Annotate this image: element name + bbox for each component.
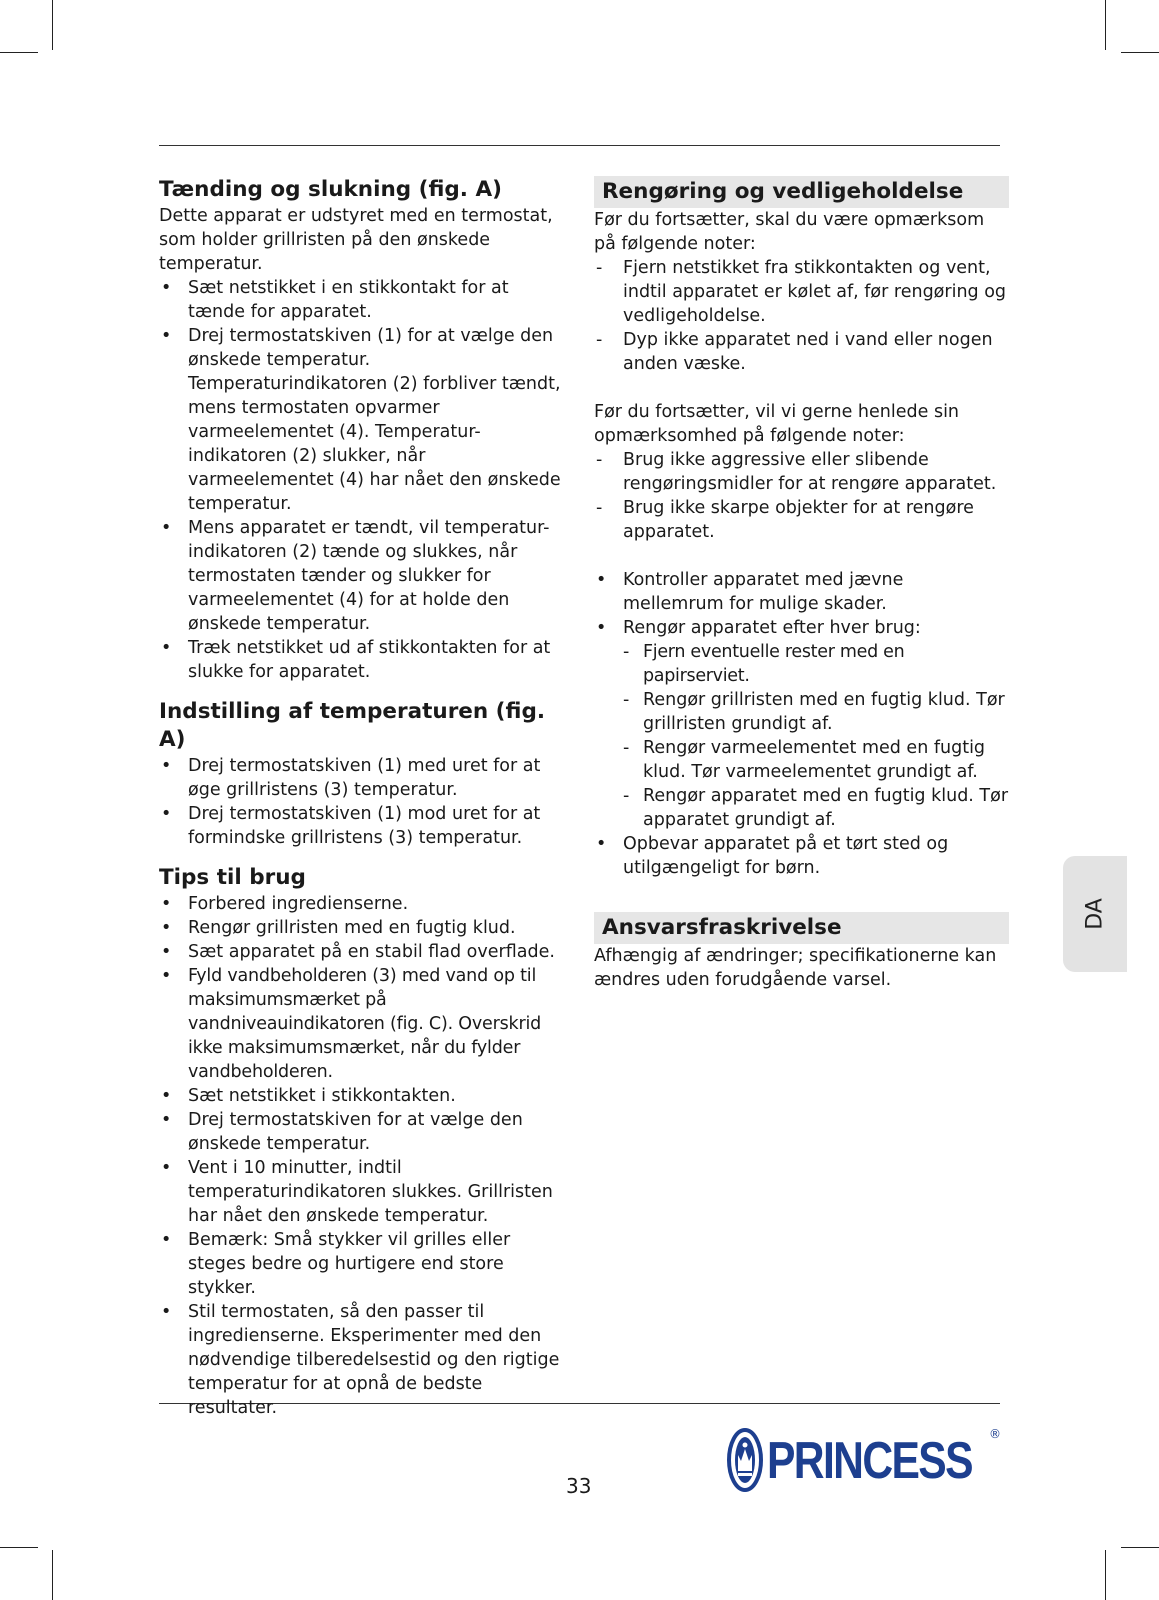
crop-mark-bottom-left-h	[0, 1547, 38, 1548]
dash-list	[594, 448, 1009, 544]
bullet-marker: •	[161, 756, 172, 776]
disclaimer-text: Afhængig af ændringer; specifikationerne kan ændres uden forudgående varsel.	[594, 946, 997, 990]
list-item: • Bemærk: Små stykker vil grilles eller steges bedre og hurtigere end store stykker.	[161, 1230, 511, 1298]
page-number: 33	[566, 1474, 592, 1498]
section-tips	[159, 864, 569, 1420]
bullet-marker: •	[161, 326, 172, 346]
list-item: - Brug ikke aggressive eller slibende rengøringsmidler for at rengøre apparatet.	[596, 450, 997, 494]
dash-marker: -	[596, 498, 603, 518]
bullet-marker: •	[161, 638, 172, 658]
section-intro: Før du fortsætter, skal du være opmærksom på følgende noter:	[594, 210, 985, 254]
crop-mark-bottom-left-v	[52, 1550, 53, 1600]
crop-mark-bottom-right-h	[1121, 1547, 1159, 1548]
spacer	[594, 376, 1009, 400]
crop-mark-top-left-h	[0, 52, 38, 53]
list-item: • Sæt netstikket i stikkontakten.	[161, 1086, 456, 1106]
list-item: • Drej termostatskiven (1) for at vælge den ønskede temperatur. Temperaturindikatoren (2) forbliver tændt, mens termostaten opvarmer varmeelementet (4). Temperatur-indikatoren (2) slukker, når varmeelementet (4) har nået den ønskede temperatur.	[161, 326, 561, 514]
list-item: - Rengør varmeelementet med en fugtig klud. Tør varmeelementet grundigt af.	[623, 738, 986, 782]
list-item: - Dyp ikke apparatet ned i vand eller nogen anden væske.	[596, 330, 993, 374]
list-item: • Sæt apparatet på en stabil flad overflade.	[161, 942, 555, 962]
top-rule	[159, 145, 1000, 146]
brand-wordmark: PRINCESS	[767, 1432, 972, 1490]
bullet-marker: •	[161, 1086, 172, 1106]
bullet-marker: •	[161, 278, 172, 298]
bullet-marker: •	[161, 942, 172, 962]
list-item: • Opbevar apparatet på et tørt sted og utilgængeligt for børn.	[596, 834, 949, 878]
list-item: • Drej termostatskiven (1) med uret for at øge grillristens (3) temperatur.	[161, 756, 541, 800]
bullet-list	[594, 568, 1009, 640]
language-tab-label: DA	[1082, 898, 1108, 930]
section-cleaning	[594, 176, 1009, 880]
crop-mark-top-left-v	[52, 0, 53, 50]
princess-logo	[727, 1425, 1002, 1495]
bullet-marker: •	[161, 918, 172, 938]
list-item: - Brug ikke skarpe objekter for at rengøre apparatet.	[596, 498, 974, 542]
crop-mark-bottom-right-v	[1105, 1550, 1106, 1600]
spacer	[594, 544, 1009, 568]
dash-list	[594, 256, 1009, 376]
dash-marker: -	[623, 786, 630, 806]
dash-marker: -	[623, 690, 630, 710]
section-title: Tips til brug	[159, 865, 306, 890]
list-item: • Mens apparatet er tændt, vil temperatur-indikatoren (2) tænde og slukkes, når termostaten tænder og slukker for varmeelementet (4) for at holde den ønskede temperatur.	[161, 518, 550, 634]
dash-marker: -	[623, 642, 630, 662]
bullet-marker: •	[161, 894, 172, 914]
list-item: • Fyld vandbeholderen (3) med vand op til maksimumsmærket på vandniveauindikatoren (fig. C). Overskrid ikke maksimumsmærket, når du fylder vandbeholderen.	[161, 966, 542, 1082]
right-column	[594, 176, 1009, 992]
list-item: • Forbered ingredienserne.	[161, 894, 409, 914]
section-intro: Før du fortsætter, vil vi gerne henlede sin opmærksomhed på følgende noter:	[594, 402, 960, 446]
list-item: • Rengør apparatet efter hver brug:	[596, 618, 921, 638]
bullet-list	[159, 892, 569, 1420]
bullet-marker: •	[161, 1302, 172, 1322]
bullet-marker: •	[161, 804, 172, 824]
crop-mark-top-right-h	[1121, 52, 1159, 53]
bullet-list	[159, 276, 569, 684]
section-intro: Dette apparat er udstyret med en termostat, som holder grillristen på den ønskede temperatur.	[159, 206, 553, 274]
section-switching	[159, 176, 569, 684]
dash-marker: -	[623, 738, 630, 758]
left-column	[159, 176, 569, 1420]
language-tab	[1063, 856, 1127, 972]
bullet-marker: •	[596, 570, 607, 590]
section-temperature	[159, 698, 569, 850]
list-item: • Sæt netstikket i en stikkontakt for at tænde for apparatet.	[161, 278, 509, 322]
section-title: Indstilling af temperaturen (fig. A)	[159, 699, 546, 752]
list-item: • Drej termostatskiven (1) mod uret for at formindske grillristens (3) temperatur.	[161, 804, 541, 848]
crop-mark-top-right-v	[1105, 0, 1106, 50]
sub-list	[594, 640, 1009, 832]
bullet-marker: •	[596, 834, 607, 854]
section-title: Ansvarsfraskrivelse	[594, 912, 1009, 944]
bullet-list	[159, 754, 569, 850]
dash-marker: -	[596, 330, 603, 350]
section-disclaimer	[594, 912, 1009, 992]
bullet-marker: •	[161, 518, 172, 538]
list-item: • Rengør grillristen med en fugtig klud.	[161, 918, 516, 938]
bullet-marker: •	[161, 1158, 172, 1178]
bullet-marker: •	[161, 1110, 172, 1130]
list-item: • Drej termostatskiven for at vælge den ønskede temperatur.	[161, 1110, 523, 1154]
list-item: • Træk netstikket ud af stikkontakten for at slukke for apparatet.	[161, 638, 551, 682]
bullet-marker: •	[161, 1230, 172, 1250]
list-item: - Fjern eventuelle rester med en papirserviet.	[623, 642, 905, 686]
bullet-marker: •	[596, 618, 607, 638]
list-item: - Rengør grillristen med en fugtig klud. Tør grillristen grundigt af.	[623, 690, 1005, 734]
bullet-list	[594, 832, 1009, 880]
registered-mark: ®	[989, 1427, 1001, 1441]
section-title: Tænding og slukning (fig. A)	[159, 177, 502, 202]
list-item: - Rengør apparatet med en fugtig klud. Tør apparatet grundigt af.	[623, 786, 1009, 830]
list-item: • Kontroller apparatet med jævne mellemrum for mulige skader.	[596, 570, 904, 614]
list-item: - Fjern netstikket fra stikkontakten og vent, indtil apparatet er kølet af, før rengøring og vedligeholdelse.	[596, 258, 1007, 326]
list-item: • Stil termostaten, så den passer til ingredienserne. Eksperimenter med den nødvendige tilberedelsestid og den rigtige temperatur for at opnå de bedste resultater.	[161, 1302, 560, 1418]
list-item: • Vent i 10 minutter, indtil temperaturindikatoren slukkes. Grillristen har nået den ønskede temperatur.	[161, 1158, 553, 1226]
bullet-marker: •	[161, 966, 172, 986]
dash-marker: -	[596, 258, 603, 278]
section-title: Rengøring og vedligeholdelse	[594, 176, 1009, 208]
dash-marker: -	[596, 450, 603, 470]
